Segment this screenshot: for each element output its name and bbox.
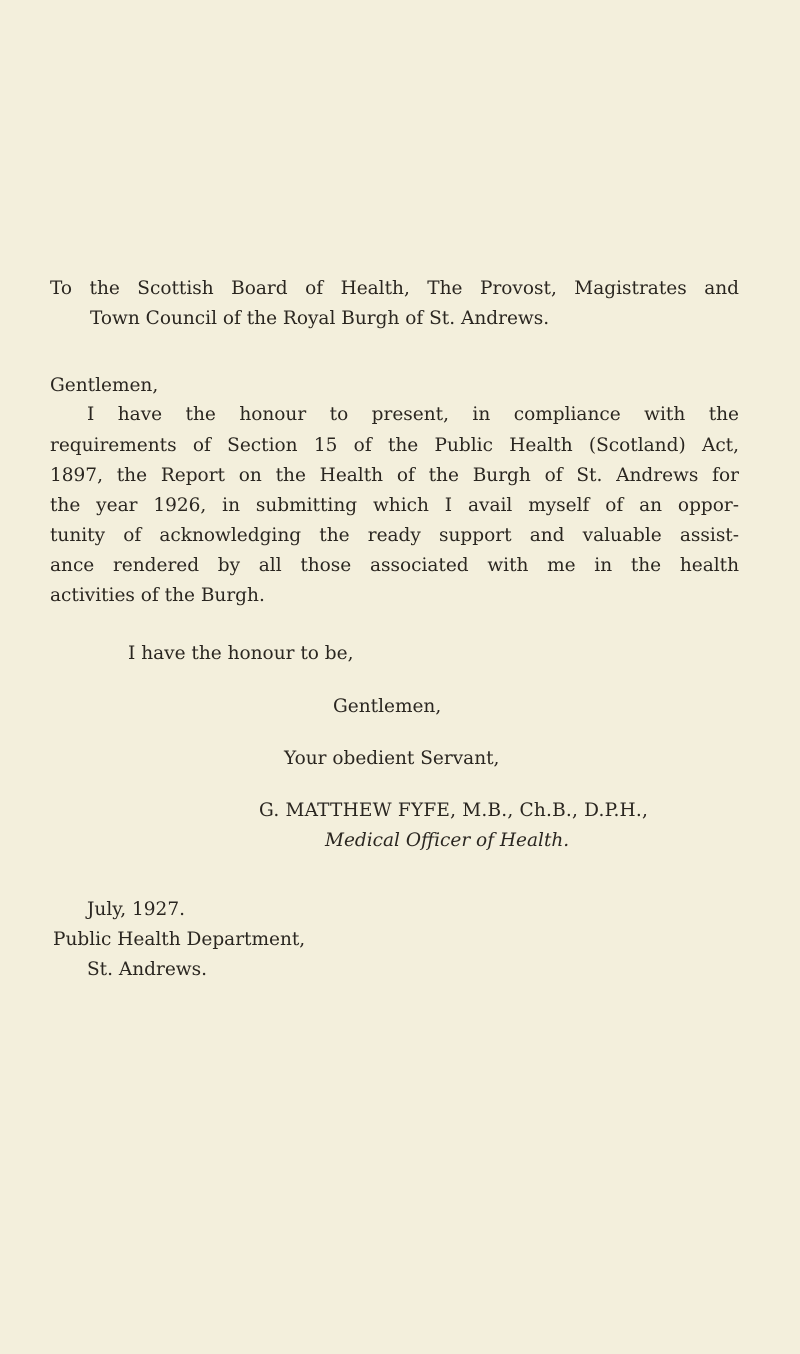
closing-line-1: I have the honour to be, [128, 643, 354, 664]
body-line-4: the year 1926, in submitting which I avail myself of an oppor- [50, 495, 739, 516]
footer-department: Public Health Department, [53, 929, 306, 950]
closing-line-3: Your obedient Servant, [284, 748, 500, 769]
address-line-1: To the Scottish Board of Health, The Provost, Magistrates and [50, 278, 739, 299]
body-line-6: ance rendered by all those associated with me in the health [50, 555, 739, 576]
body-line-1: I have the honour to present, in compliance with the [87, 404, 739, 425]
footer-date: July, 1927. [87, 899, 185, 920]
closing-line-2: Gentlemen, [333, 696, 442, 717]
salutation: Gentlemen, [50, 375, 159, 396]
signature-title: Medical Officer of Health. [325, 830, 570, 851]
body-line-2: requirements of Section 15 of the Public Health (Scotland) Act, [50, 435, 739, 456]
footer-place: St. Andrews. [87, 959, 207, 980]
signature-name: G. MATTHEW FYFE, M.B., Ch.B., D.P.H., [259, 800, 649, 821]
address-line-2: Town Council of the Royal Burgh of St. Andrews. [90, 308, 550, 329]
body-line-3: 1897, the Report on the Health of the Burgh of St. Andrews for [50, 465, 739, 486]
body-line-5: tunity of acknowledging the ready support and valuable assist- [50, 525, 739, 546]
body-line-7: activities of the Burgh. [50, 585, 265, 606]
